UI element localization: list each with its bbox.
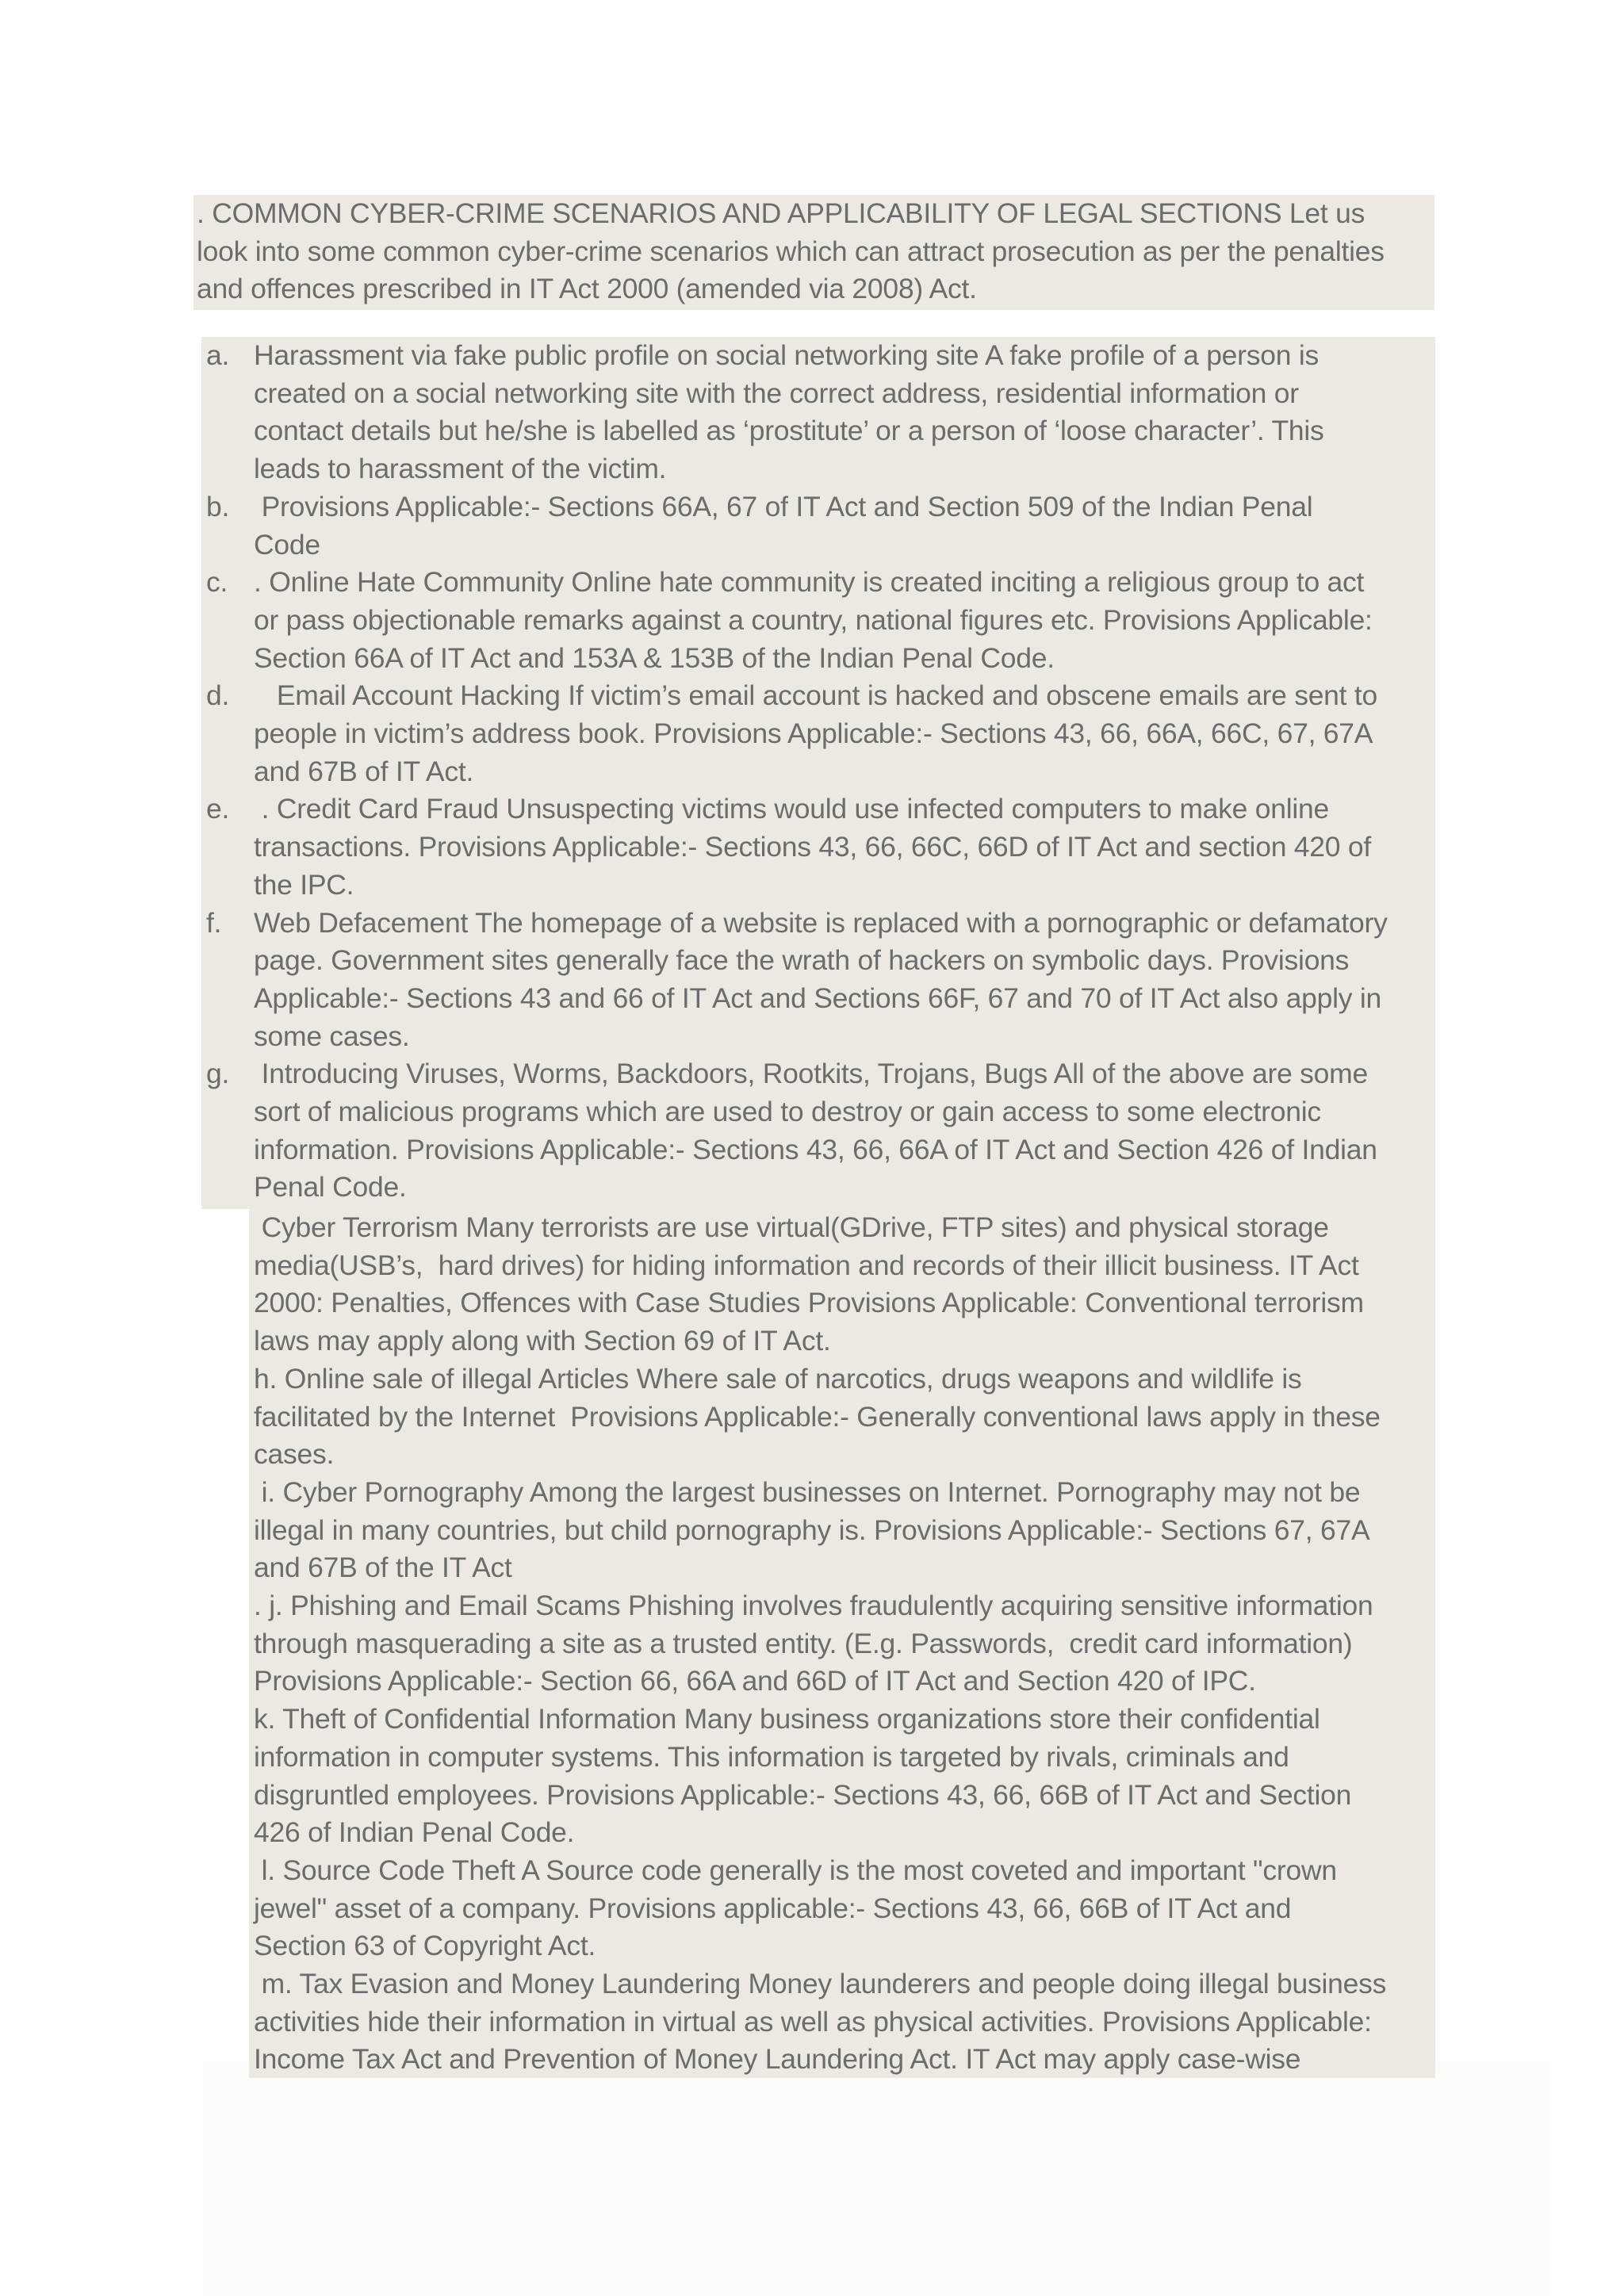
- list-item-text: and 67B of IT Act.: [254, 755, 474, 787]
- list-item-text: transactions. Provisions Applicable:- Sections 43, 66, 66C, 66D of IT Act and section 420 of: [254, 831, 1371, 863]
- list-item-text: the IPC.: [254, 868, 354, 901]
- list-item-text: page. Government sites generally face the wrath of hackers on symbolic days. Provisions: [254, 944, 1350, 977]
- list-item-text: . Credit Card Fraud Unsuspecting victims would use infected computers to make online: [254, 793, 1329, 825]
- list-item-line: [201, 488, 1435, 526]
- list-item-text: contact details but he/she is labelled as ‘prostitute’ or a person of ‘loose character’. This: [254, 415, 1324, 447]
- page-footer-shade: [203, 2061, 1551, 2296]
- continuation-line: information in computer systems. This information is targeted by rivals, criminals and: [254, 1740, 1289, 1773]
- continuation-line: activities hide their information in virtual as well as physical activities. Provisions Applicable:: [254, 2005, 1372, 2038]
- list-item-text: some cases.: [254, 1020, 410, 1052]
- list-item-line: [201, 905, 1435, 943]
- list-item-line: [201, 602, 1435, 640]
- list-marker: d.: [206, 679, 230, 712]
- list-item-text: or pass objectionable remarks against a country, national figures etc. Provisions Applicable:: [254, 603, 1373, 636]
- list-item-line: [201, 828, 1435, 867]
- scenario-list: [201, 337, 1435, 1209]
- continuation-line: l. Source Code Theft A Source code generally is the most coveted and important "crown: [254, 1854, 1337, 1886]
- list-item-text: . Online Hate Community Online hate community is created inciting a religious group to act: [254, 566, 1365, 599]
- list-item-line: [201, 1169, 1435, 1207]
- list-item-line: [201, 450, 1435, 488]
- list-marker: b.: [206, 490, 230, 522]
- list-item-text: created on a social networking site with the correct address, residential information or: [254, 377, 1299, 409]
- intro-line: . COMMON CYBER-CRIME SCENARIOS AND APPLICABILITY OF LEGAL SECTIONS Let us: [197, 197, 1365, 229]
- continuation-line: Section 63 of Copyright Act.: [254, 1930, 596, 1962]
- list-item-line: [201, 640, 1435, 678]
- list-item-line: [201, 337, 1435, 375]
- list-item-text: Web Defacement The homepage of a website is replaced with a pornographic or defamatory: [254, 906, 1388, 939]
- list-item-text: Harassment via fake public profile on social networking site A fake profile of a person is: [254, 339, 1319, 371]
- continuation-line: k. Theft of Confidential Information Many business organizations store their confidential: [254, 1703, 1320, 1735]
- intro-line: and offences prescribed in IT Act 2000 (amended via 2008) Act.: [197, 273, 977, 305]
- scenario-continuation: [249, 1209, 1435, 2078]
- list-item-line: [201, 564, 1435, 602]
- list-item-line: [201, 715, 1435, 753]
- continuation-line: m. Tax Evasion and Money Laundering Money launderers and people doing illegal business: [254, 1968, 1387, 1999]
- continuation-line: jewel" asset of a company. Provisions applicable:- Sections 43, 66, 66B of IT Act and: [254, 1892, 1292, 1924]
- continuation-line: illegal in many countries, but child pornography is. Provisions Applicable:- Sections 67, 67A: [254, 1513, 1370, 1546]
- list-item-text: Provisions Applicable:- Sections 66A, 67 of IT Act and Section 509 of the Indian Penal: [254, 490, 1313, 522]
- list-item-text: people in victim’s address book. Provisions Applicable:- Sections 43, 66, 66A, 66C, 67, 67A: [254, 718, 1373, 749]
- list-item-line: [201, 1093, 1435, 1131]
- continuation-line: through masquerading a site as a trusted entity. (E.g. Passwords, credit card information): [254, 1627, 1353, 1659]
- continuation-line: Cyber Terrorism Many terrorists are use virtual(GDrive, FTP sites) and physical storage: [254, 1211, 1329, 1243]
- list-item-text: leads to harassment of the victim.: [254, 453, 667, 485]
- continuation-line: laws may apply along with Section 69 of IT Act.: [254, 1325, 831, 1357]
- list-marker: f.: [206, 906, 222, 939]
- list-item-line: [201, 677, 1435, 715]
- list-item-line: [201, 526, 1435, 564]
- list-item-text: sort of malicious programs which are used to destroy or gain access to some electronic: [254, 1096, 1321, 1127]
- list-item-line: [201, 412, 1435, 450]
- list-item-text: information. Provisions Applicable:- Sections 43, 66, 66A of IT Act and Section 426 of Indian: [254, 1133, 1377, 1165]
- list-item-line: [201, 1131, 1435, 1169]
- list-item-line: [201, 375, 1435, 413]
- list-marker: e.: [206, 793, 230, 825]
- list-item-line: [201, 980, 1435, 1018]
- list-marker: c.: [206, 566, 228, 599]
- list-item-line: [201, 790, 1435, 828]
- list-item-text: Code: [254, 528, 320, 561]
- list-item-line: [201, 753, 1435, 791]
- list-item-text: Penal Code.: [254, 1171, 407, 1203]
- list-item-line: [201, 1055, 1435, 1093]
- list-marker: g.: [206, 1058, 230, 1090]
- list-item-text: Applicable:- Sections 43 and 66 of IT Act and Sections 66F, 67 and 70 of IT Act also apply in: [254, 982, 1382, 1014]
- list-item-line: [201, 867, 1435, 905]
- list-item-text: Section 66A of IT Act and 153A & 153B of the Indian Penal Code.: [254, 641, 1055, 674]
- list-item-line: [201, 1018, 1435, 1056]
- intro-line: look into some common cyber-crime scenarios which can attract prosecution as per the penalties: [197, 235, 1385, 267]
- continuation-line: Income Tax Act and Prevention of Money Laundering Act. IT Act may apply case-wise: [254, 2043, 1301, 2076]
- continuation-line: 426 of Indian Penal Code.: [254, 1816, 575, 1849]
- list-item-text: Introducing Viruses, Worms, Backdoors, Rootkits, Trojans, Bugs All of the above are some: [254, 1058, 1368, 1090]
- continuation-line: media(USB’s, hard drives) for hiding information and records of their illicit business. IT Act: [254, 1249, 1359, 1281]
- continuation-line: cases.: [254, 1438, 335, 1471]
- continuation-line: . j. Phishing and Email Scams Phishing involves fraudulently acquiring sensitive information: [254, 1590, 1373, 1621]
- continuation-line: and 67B of the IT Act: [254, 1552, 512, 1584]
- list-marker: a.: [206, 339, 230, 371]
- continuation-line: facilitated by the Internet Provisions Applicable:- Generally conventional laws apply in these: [254, 1400, 1381, 1433]
- intro-paragraph: [193, 195, 1434, 310]
- list-item-text: Email Account Hacking If victim’s email account is hacked and obscene emails are sent to: [254, 679, 1378, 712]
- list-item-line: [201, 942, 1435, 980]
- continuation-line: h. Online sale of illegal Articles Where sale of narcotics, drugs weapons and wildlife is: [254, 1362, 1302, 1395]
- continuation-line: 2000: Penalties, Offences with Case Studies Provisions Applicable: Conventional terrorism: [254, 1287, 1364, 1319]
- continuation-line: disgruntled employees. Provisions Applicable:- Sections 43, 66, 66B of IT Act and Section: [254, 1778, 1352, 1811]
- continuation-line: Provisions Applicable:- Section 66, 66A and 66D of IT Act and Section 420 of IPC.: [254, 1665, 1256, 1697]
- continuation-line: i. Cyber Pornography Among the largest businesses on Internet. Pornography may not be: [254, 1475, 1361, 1508]
